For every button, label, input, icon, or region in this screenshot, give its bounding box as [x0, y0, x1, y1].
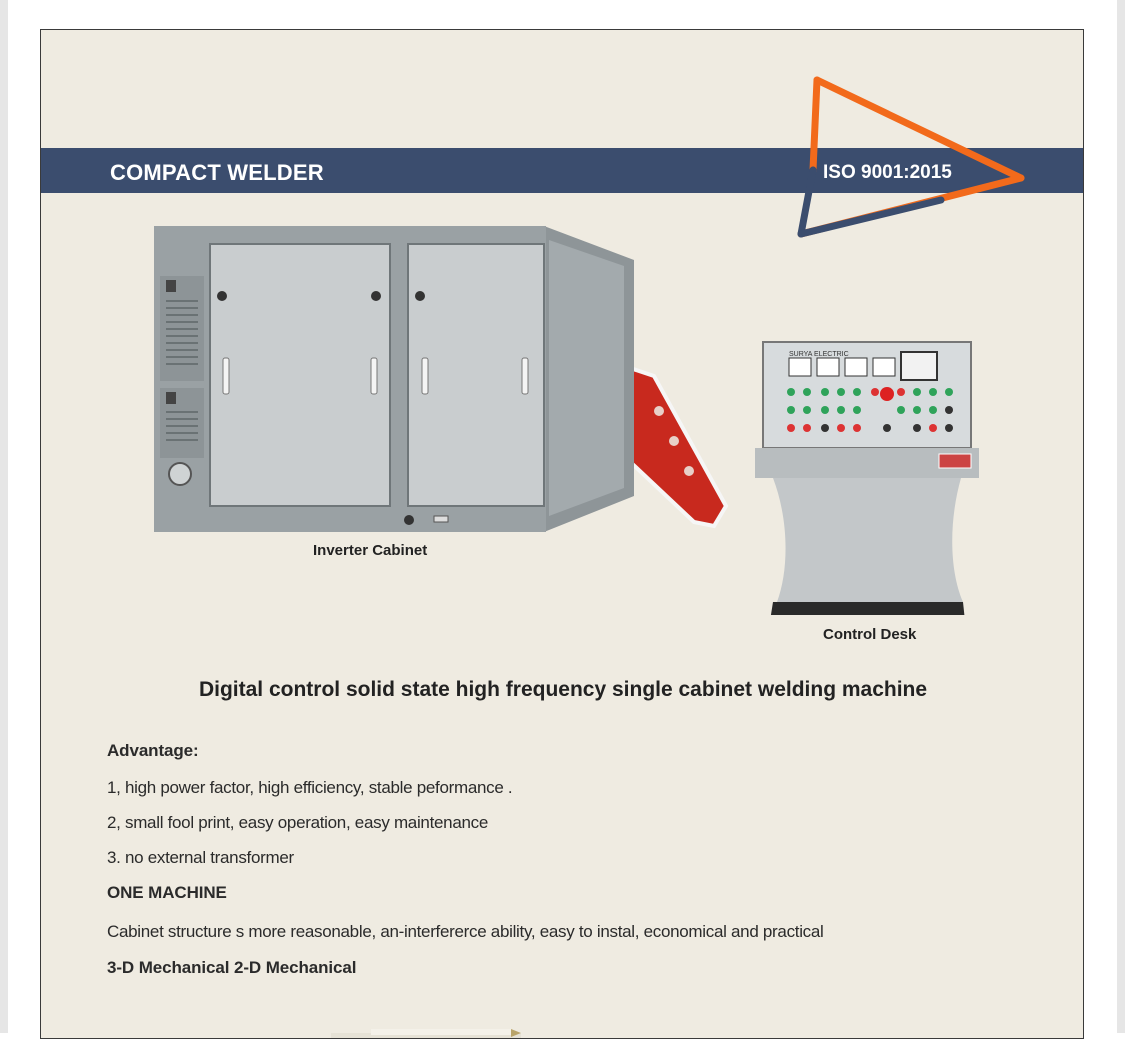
iso-triangle-logo — [791, 74, 1031, 244]
inverter-cabinet-image — [154, 226, 774, 536]
one-machine-heading: ONE MACHINE — [107, 883, 227, 902]
next-figure-partial-image — [331, 1027, 521, 1039]
page-title: COMPACT WELDER — [110, 160, 324, 185]
desk-brand-label: SURYA ELECTRIC — [789, 351, 849, 358]
advantage-item: 3. no external transformer — [107, 848, 294, 867]
inverter-cabinet-caption: Inverter Cabinet — [313, 542, 428, 559]
advantage-heading: Advantage: — [107, 741, 199, 760]
advantage-item: 2, small fool print, easy operation, easy maintenance — [107, 813, 488, 832]
iso-certification: ISO 9001:2015 — [823, 162, 952, 183]
document-page — [40, 29, 1084, 1039]
product-headline: Digital control solid state high frequency single cabinet welding machine — [198, 678, 928, 701]
control-desk-image — [749, 340, 989, 615]
control-desk-caption: Control Desk — [823, 626, 917, 643]
viewer-scrollbar[interactable] — [1117, 0, 1125, 1033]
advantage-item: 1, high power factor, high efficiency, stable peformance . — [107, 778, 513, 797]
one-machine-text: Cabinet structure s more reasonable, an-interferercе ability, easy to instal, economical and practical — [107, 922, 824, 941]
mechanical-heading: 3-D Mechanical 2-D Mechanical — [107, 958, 357, 977]
viewer-margin-left — [0, 0, 8, 1033]
